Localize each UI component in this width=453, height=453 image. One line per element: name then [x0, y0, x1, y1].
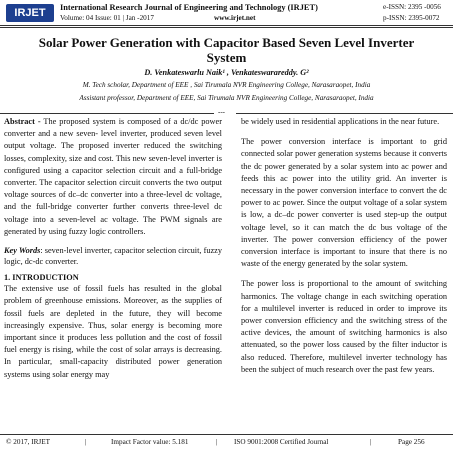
journal-website-link[interactable]: www.irjet.net — [214, 14, 256, 22]
abstract-paragraph — [4, 116, 222, 238]
abstract-text: The proposed system is composed of a dc/dc power converter and a new seven- level inverter, produced seven level output voltage. The proposed inverter reduced the switching losses, complexity, size and cost. This new seven-level inverter is configured using a capacitor selection circuit and a full-bridge converter. The capacitor selection circuit converts the two output voltage sources of dc–dc converter into a three-level dc voltage, and the full-bridge converter further converts three-level dc voltage into a seven-level ac voltage. The PWM signals are generated by using fuzzy logic controllers. — [4, 117, 222, 236]
header-rule-2 — [0, 27, 453, 28]
eissn: e-ISSN: 2395 -0056 — [383, 3, 441, 11]
intro-heading: 1. INTRODUCTION — [4, 273, 79, 283]
footer-divider-1: | — [85, 438, 87, 446]
paper-authors: D. Venkateswarlu Naik¹ , Venkateswarareddy. G² — [144, 68, 309, 77]
paper-title-line1: Solar Power Generation with Capacitor Based Seven Level Inverter — [38, 35, 415, 50]
footer-page-number: Page 256 — [398, 438, 425, 446]
keywords-label: Key Words — [4, 246, 41, 256]
journal-name: International Research Journal of Engineering and Technology (IRJET) — [60, 3, 318, 12]
footer-iso: ISO 9001:2008 Certified Journal — [234, 438, 329, 446]
author-affiliation-1: M. Tech scholar, Department of EEE , Sai Tirumala NVR Engineering College, Narasaraopet, India — [82, 81, 371, 89]
abstract-label: Abstract - — [4, 117, 41, 126]
separator-mark: --- — [218, 108, 225, 116]
right-paragraph-3: The power loss is proportional to the amount of switching harmonics. The voltage change in each switching operation for a multilevel inverter is reduced in order to improve its power conversion efficiency and the switching stress of the active devices, the amount of switching harmonics is also attenuated, so the power loss caused by the filter inductor is also reduced. Therefore, multilevel inverter technology has been the subject of much research over the past few years. — [241, 279, 447, 374]
pissn: p-ISSN: 2395-0072 — [383, 14, 440, 22]
right-paragraph-2: The power conversion interface is important to grid connected solar power generation systems because it converts the dc power generated by a solar system into ac power and feeds this ac power into the utility grid. An inverter is necessary in the power conversion interface to convert the dc power to ac power. Since the output voltage of a solar system is low, a dc–dc power converter is used step-up the output voltage level, so it can match the dc bus voltage of the inverter. The power conversion efficiency of the power conversion interface is important to insure that there is no waste of the energy generated by the solar system. — [241, 137, 447, 269]
separator-line-right — [236, 113, 453, 114]
header-rule — [0, 25, 453, 26]
journal-logo: IRJET — [6, 4, 54, 22]
keywords-text: : seven-level inverter, capacitor selection circuit, fuzzy logic, dc-dc converter. — [4, 246, 222, 266]
right-column — [241, 116, 447, 376]
keywords-paragraph — [4, 246, 222, 267]
left-column — [4, 116, 222, 381]
right-paragraph-1: be widely used in residential applications in the near future. — [241, 117, 440, 126]
footer-rule — [0, 434, 453, 435]
separator-line-left — [0, 113, 214, 114]
footer-impact-factor: Impact Factor value: 5.181 — [111, 438, 189, 446]
author-affiliation-2: Assistant professor, Department of EEE, Sai Tirumala NVR Engineering College, Narasaraopet, India — [79, 94, 374, 102]
footer-divider-3: | — [370, 438, 372, 446]
journal-header — [0, 0, 453, 28]
footer-copyright: © 2017, IRJET — [6, 438, 50, 446]
volume-issue: Volume: 04 Issue: 01 | Jan -2017 — [60, 14, 154, 22]
footer-divider-2: | — [216, 438, 218, 446]
paper-title-line2: System — [206, 50, 247, 65]
intro-text: The extensive use of fossil fuels has resulted in the global problem of greenhouse emissions. Moreover, as the supplies of fossil fuels are depleted in the future, they will become increasingly expensive. Thus, solar energy is becoming more important since it produces less pollution and the cost of fossil fuel energy is rising, while the cost of solar arrays is decreasing. In particular, small-capacity distributed power generation systems using solar energy may — [4, 284, 222, 379]
